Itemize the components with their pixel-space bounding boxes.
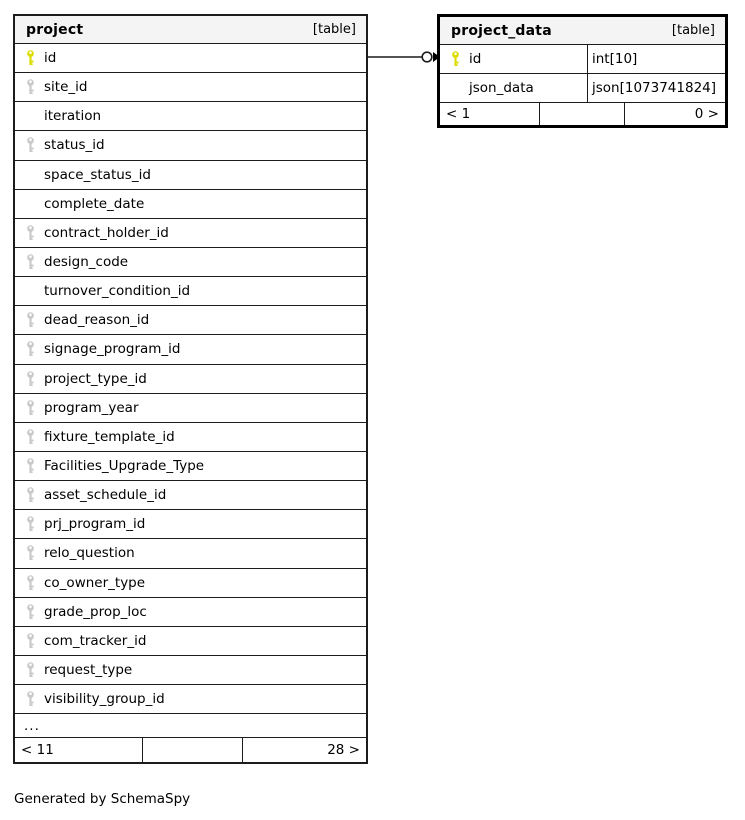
table-footer xyxy=(440,103,725,125)
column-name: id xyxy=(469,51,482,67)
foreign-key-icon xyxy=(26,224,44,242)
column-name: dead_reason_id xyxy=(44,312,150,329)
foreign-key-icon xyxy=(26,340,44,358)
column-row-dead_reason_id[interactable] xyxy=(15,306,366,335)
column-row-contract_holder_id[interactable] xyxy=(15,219,366,248)
foreign-key-icon xyxy=(26,457,44,475)
foreign-key-icon xyxy=(26,311,44,329)
table-header xyxy=(440,17,725,45)
column-row-project_type_id[interactable] xyxy=(15,365,366,394)
column-name: com_tracker_id xyxy=(44,632,147,649)
footer-middle-cell xyxy=(539,103,624,125)
table-title[interactable]: project_data xyxy=(451,22,552,39)
table-footer xyxy=(15,738,366,762)
footer-prev-count[interactable]: < 1 xyxy=(446,106,471,122)
column-row-signage_program_id[interactable] xyxy=(15,335,366,364)
foreign-key-icon xyxy=(26,253,44,271)
foreign-key-icon xyxy=(26,603,44,621)
column-name: visibility_group_id xyxy=(44,691,165,708)
column-row-visibility_group_id[interactable] xyxy=(15,685,366,714)
foreign-key-icon xyxy=(26,428,44,446)
column-row-program_year[interactable] xyxy=(15,394,366,423)
column-row-Facilities_Upgrade_Type[interactable] xyxy=(15,452,366,481)
column-row-turnover_condition_id[interactable] xyxy=(15,277,366,306)
column-row-space_status_id[interactable] xyxy=(15,161,366,190)
column-row-fixture_template_id[interactable] xyxy=(15,423,366,452)
column-name: program_year xyxy=(44,399,139,416)
table-header xyxy=(15,16,366,44)
footer-next-count[interactable]: 0 > xyxy=(624,103,725,125)
column-name-cell xyxy=(440,45,588,73)
table-type-badge: [table] xyxy=(671,23,715,38)
column-row-json_data[interactable] xyxy=(440,74,725,103)
column-name: status_id xyxy=(44,137,105,154)
primary-key-icon xyxy=(26,49,44,67)
foreign-key-icon xyxy=(26,661,44,679)
column-row-co_owner_type[interactable] xyxy=(15,569,366,598)
column-name: site_id xyxy=(44,79,88,96)
column-name: fixture_template_id xyxy=(44,428,175,445)
column-name-cell xyxy=(440,74,588,102)
table-project xyxy=(13,14,368,764)
column-row-relo_question[interactable] xyxy=(15,539,366,568)
foreign-key-icon xyxy=(26,486,44,504)
foreign-key-icon xyxy=(26,515,44,533)
table-title[interactable]: project xyxy=(26,21,84,38)
column-name: co_owner_type xyxy=(44,574,146,591)
column-name: signage_program_id xyxy=(44,341,181,358)
foreign-key-icon xyxy=(26,370,44,388)
column-name: project_type_id xyxy=(44,370,147,387)
column-name: grade_prop_loc xyxy=(44,603,147,620)
column-name: iteration xyxy=(44,108,102,125)
column-row-grade_prop_loc[interactable] xyxy=(15,598,366,627)
generated-by-note: Generated by SchemaSpy xyxy=(14,791,191,807)
column-name: prj_program_id xyxy=(44,516,146,533)
primary-key-icon xyxy=(451,50,469,68)
table-project-data xyxy=(437,14,728,128)
foreign-key-icon xyxy=(26,136,44,154)
column-name: space_status_id xyxy=(44,166,151,183)
column-name: id xyxy=(44,50,57,67)
column-row-status_id[interactable] xyxy=(15,131,366,160)
column-row-id[interactable] xyxy=(15,44,366,73)
foreign-key-icon xyxy=(26,690,44,708)
footer-next-count[interactable]: 28 > xyxy=(242,738,366,762)
column-name: complete_date xyxy=(44,195,145,212)
column-row-iteration[interactable] xyxy=(15,102,366,131)
foreign-key-icon xyxy=(26,574,44,592)
column-row-request_type[interactable] xyxy=(15,656,366,685)
column-name: turnover_condition_id xyxy=(44,283,191,300)
column-row-design_code[interactable] xyxy=(15,248,366,277)
column-name: relo_question xyxy=(44,545,135,562)
footer-middle-cell xyxy=(142,738,242,762)
column-name: asset_schedule_id xyxy=(44,487,167,504)
column-row-asset_schedule_id[interactable] xyxy=(15,481,366,510)
column-type-cell: int[10] xyxy=(592,51,638,67)
column-row-com_tracker_id[interactable] xyxy=(15,627,366,656)
truncated-columns-row: ... xyxy=(15,714,366,738)
relationship-endpoint-circle xyxy=(422,52,432,62)
foreign-key-icon xyxy=(26,632,44,650)
column-type-cell: json[1073741824] xyxy=(592,80,717,96)
column-name: design_code xyxy=(44,254,129,271)
column-name: json_data xyxy=(469,80,534,96)
footer-prev-count[interactable]: < 11 xyxy=(21,742,54,759)
foreign-key-icon xyxy=(26,544,44,562)
column-row-site_id[interactable] xyxy=(15,73,366,102)
table-type-badge: [table] xyxy=(312,22,356,37)
foreign-key-icon xyxy=(26,78,44,96)
column-row-prj_program_id[interactable] xyxy=(15,510,366,539)
column-name: Facilities_Upgrade_Type xyxy=(44,458,205,475)
column-row-id[interactable] xyxy=(440,45,725,74)
column-row-complete_date[interactable] xyxy=(15,190,366,219)
column-name: request_type xyxy=(44,662,133,679)
relationship-connector xyxy=(366,47,440,67)
column-name: contract_holder_id xyxy=(44,224,169,241)
foreign-key-icon xyxy=(26,399,44,417)
